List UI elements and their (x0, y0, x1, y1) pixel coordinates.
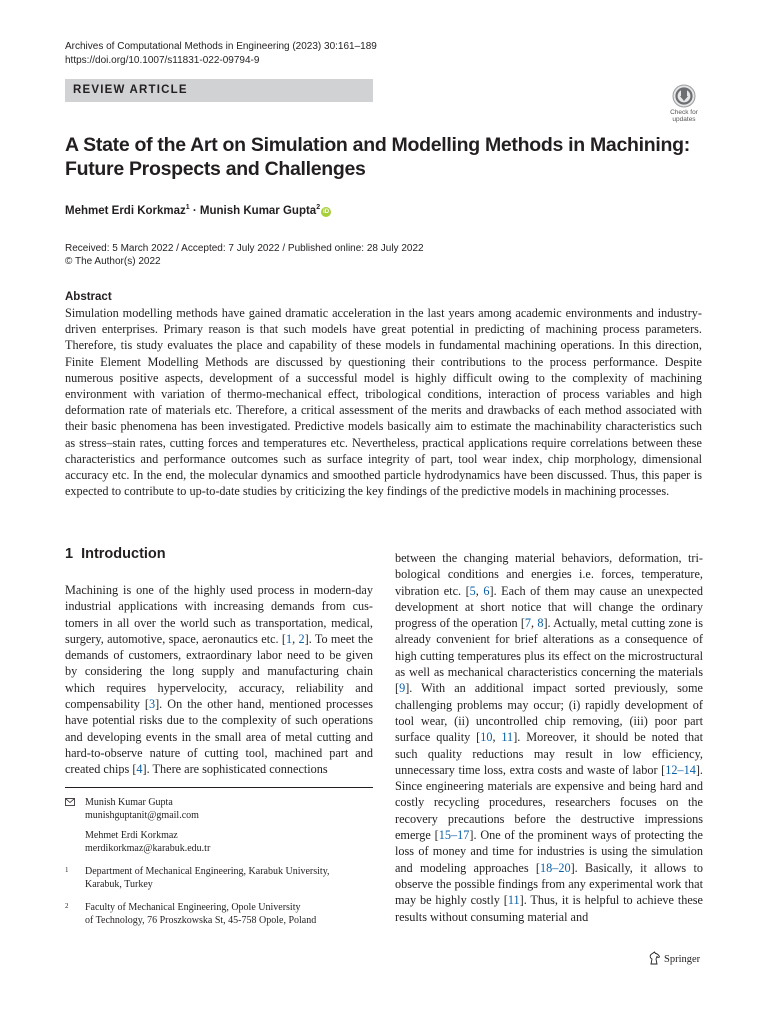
affiliation-marker: 2 (316, 204, 321, 211)
body-text: , (531, 616, 538, 631)
body-text: ]. Thus, it is helpful to achieve these results without consuming material and (395, 893, 703, 924)
section-number: 1 (65, 546, 74, 562)
body-text: ]. There are sophisticated connections (142, 762, 328, 777)
right-column-paragraph (395, 550, 703, 925)
footnote-divider (65, 787, 373, 788)
corresponding-author-email[interactable]: munishguptanit@gmail.com (85, 809, 199, 821)
author-name[interactable]: Munish Kumar Gupta (199, 204, 317, 217)
affiliation-number: 2 (65, 902, 69, 910)
abstract-heading: Abstract (65, 291, 112, 303)
journal-citation: Archives of Computational Methods in Engineering (2023) 30:161–189 (65, 41, 377, 52)
affiliation-line: Karabuk, Turkey (85, 878, 153, 890)
paper-title (65, 133, 705, 181)
body-text: ]. With an additional impact sorted previously, some challenging problems may occur; (i) rapidly development of tool wear, (ii) uncontrolled chip removing, (iii) poor part surface quality [ (395, 681, 703, 745)
citation-link[interactable]: 3 (148, 697, 156, 712)
citation-link[interactable]: 12–14 (665, 762, 696, 777)
affiliation-marker: 1 (185, 204, 190, 211)
body-text: ]. One of the prominent ways of protecting the loss of money and time for industries is using the simulation and modeling approaches [ (395, 828, 703, 875)
doi-link[interactable]: https://doi.org/10.1007/s11831-022-09794-9 (65, 55, 260, 66)
co-author-name: Mehmet Erdi Korkmaz (85, 830, 178, 841)
check-for-updates-badge[interactable] (664, 84, 704, 124)
citation-link[interactable]: 11 (507, 893, 520, 908)
citation-link[interactable]: 6 (483, 583, 490, 598)
body-text: ]. To meet the demands of customers, extraordinary labor need to be given by considering the long supply and manufacturing chain which requires hypervelocity, accuracy, reliability and compensability [ (65, 631, 373, 712)
body-text: ]. Moreover, it should be noted that such quality reductions may result in low efficiency, unnecessary time loss, extra costs and waste of labor [ (395, 730, 704, 777)
citation-link[interactable]: 2 (298, 631, 305, 646)
publication-dates (65, 242, 424, 268)
body-text: ]. On the other hand, mentioned processes have potential risks due to the complexity of such operations and developing events in the small area of metal cutting and hard-to-observe nature of cutting tool, machined part and created chips [ (65, 697, 373, 777)
affiliation-note (65, 902, 373, 927)
corresponding-author-note (65, 797, 373, 855)
body-text: ]. Basically, it allows to observe the possible findings from any experimental work that may be highly costly [ (395, 860, 704, 908)
copyright-notice: © The Author(s) 2022 (65, 256, 161, 267)
title-line-2: Future Prospects and Challenges (65, 158, 366, 180)
section-heading (65, 546, 166, 562)
footnotes (65, 797, 373, 927)
author-list (65, 204, 331, 217)
citation-link[interactable]: 11 (501, 730, 514, 745)
citation-link[interactable]: 7 (524, 616, 532, 631)
author-separator: · (189, 204, 200, 217)
body-text: between the changing material behaviors, deformation, tribological conditions and energies i.e. forces, temperature, vibration etc. [ (395, 551, 703, 598)
orcid-icon[interactable]: iD (323, 208, 330, 215)
badge-line-2: updates (672, 116, 696, 123)
publisher-name: Springer (664, 954, 701, 965)
body-text: Machining is one of the highly used process in modern-day industrial applications with increasing demands from customers in all over the world such as transportation, medical, surgery, automotive, space, aeronautics etc. [ (65, 583, 373, 646)
affiliation-number: 1 (65, 866, 69, 874)
publisher-logo (648, 951, 700, 965)
envelope-icon (65, 797, 75, 810)
body-text: , (475, 583, 484, 598)
citation-link[interactable]: 15–17 (438, 828, 470, 843)
citation-link[interactable]: 10 (480, 730, 493, 745)
body-text: ]. Each of them may cause an unexpected development at short notice that will change the ordinary progress of the operation [ (395, 583, 703, 631)
citation-link[interactable]: 4 (136, 762, 143, 777)
section-title: Introduction (81, 546, 166, 562)
title-line-1: A State of the Art on Simulation and Modelling Methods in Machining: (65, 134, 690, 156)
body-text: , (292, 631, 299, 646)
affiliation-line: Faculty of Mechanical Engineering, Opole University (85, 902, 301, 913)
citation-link[interactable]: 1 (285, 631, 293, 646)
citation-link[interactable]: 8 (537, 616, 544, 631)
body-text: ]. Since engineering materials are expensive and being hard and costly recycling procedures, researchers focuses on the recovery precautions before the destructive impressions emerge [ (395, 762, 703, 843)
body-text: , (492, 730, 502, 745)
co-author-email[interactable]: merdikorkmaz@karabuk.edu.tr (85, 842, 211, 854)
corresponding-author-name: Munish Kumar Gupta (85, 797, 173, 808)
article-type-banner: REVIEW ARTICLE (65, 79, 373, 102)
author-name[interactable]: Mehmet Erdi Korkmaz (65, 204, 186, 217)
springer-horse-icon (648, 951, 661, 965)
date-history: Received: 5 March 2022 / Accepted: 7 July 2022 / Published online: 28 July 2022 (65, 243, 424, 254)
check-for-updates-icon (672, 84, 696, 108)
affiliation-line: of Technology, 76 Proszkowska St, 45-758 Opole, Poland (85, 914, 317, 926)
citation-link[interactable]: 9 (399, 681, 406, 696)
affiliation-line: Department of Mechanical Engineering, Karabuk University, (85, 866, 330, 877)
body-text: ]. Actually, metal cutting zone is already convenient for brief alterations as a consequence of high cutting temperatures plus its effect on the microstructural as well as mechanical characteristics concerning the materials [ (395, 616, 704, 696)
abstract-body: Simulation modelling methods have gained dramatic acceleration in the last years among academic environments and industry-driven enterprises. Primary reason is that such models have great potential in predicting of machining process parameters. Therefore, tis study evaluates the place and capability of these models in fundamental machining operations. In this direction, Finite Element Modelling Methods are discussed by questioning their contributions to the process performance. Despite numerous positive aspects, development of a successful model is highly difficult owing to the complexity of machining environment with variation of thermo-mechanical effect, tribological conditions, interaction of process variables and high deformation rate of materials etc. Therefore, a critical assessment of the merits and drawbacks of each method associated with their basic phenomena has been investigated. Predictive models basically aim to estimate the machinability characteristics such as stress–stain rates, cutting forces and temperatures etc. Nevertheless, practical applications require correlations between these characteristics and performance outcomes such as surface integrity of part, tool wear index, chip morphology, dimensional accuracy etc. In the end, the molecular dynamics and smoothed particle hydrodynamics have been discussed. Thus, this paper is expected to contribute to up-to-date studies by criticizing the key findings of the predictive models in machining processes. (65, 306, 702, 499)
affiliation-note (65, 866, 373, 891)
citation-link[interactable]: 5 (469, 583, 476, 598)
left-column-paragraph (65, 582, 373, 778)
citation-link[interactable]: 18–20 (539, 860, 571, 875)
badge-line-1: Check for (670, 109, 698, 116)
